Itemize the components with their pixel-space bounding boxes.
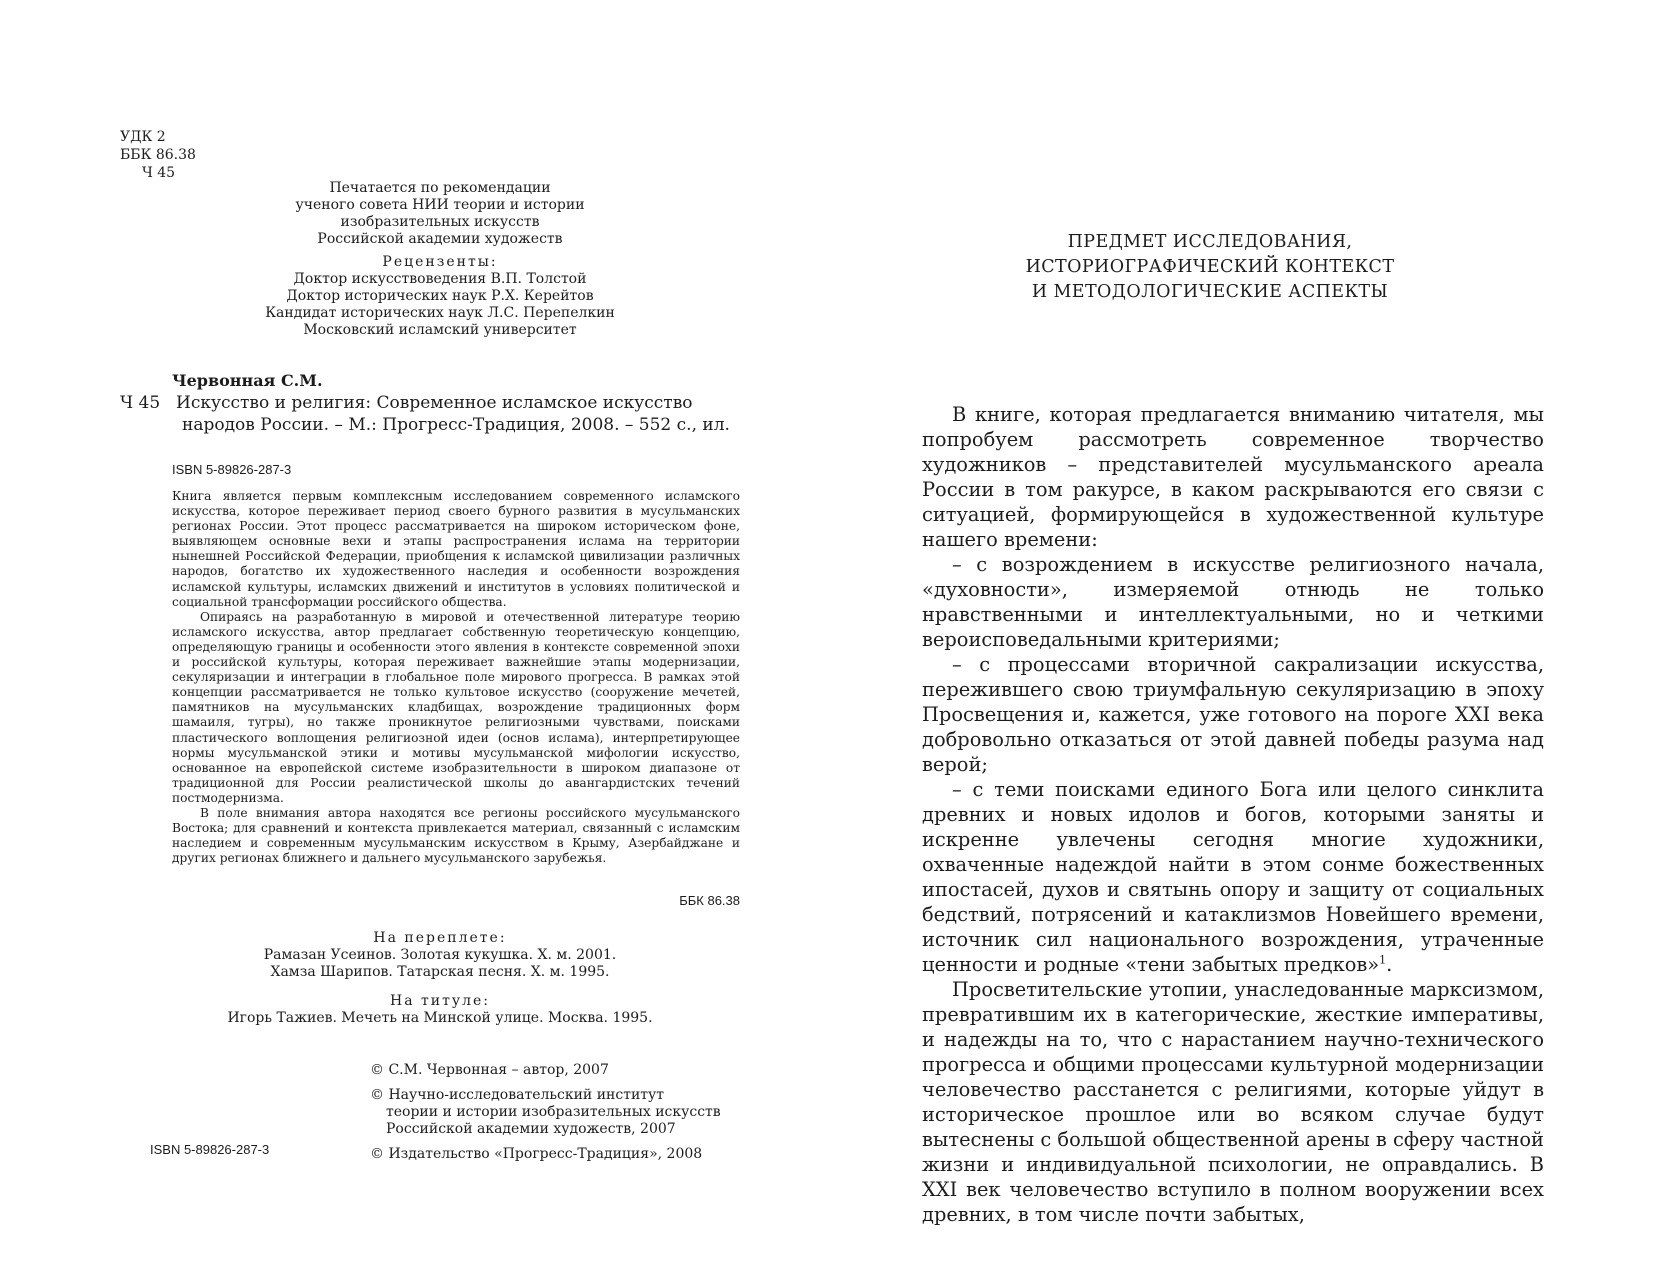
section-heading-line: И МЕТОДОЛОГИЧЕСКИЕ АСПЕКТЫ bbox=[1031, 282, 1389, 302]
reviewer: Доктор искусствоведения В.П. Толстой bbox=[293, 271, 587, 287]
body-paragraph: В книге, которая предлагается вниманию читателя, мы попробуем рассмотреть современное творчество художников – представителей мусульманского ареала России в том ракурсе, в каком раскрываются его связи с ситуацией, формирующейся в художественной культуре нашего времени: bbox=[922, 403, 1544, 551]
recommendation-line: изобразительных искусств bbox=[340, 214, 540, 230]
body-paragraph-text: – с теми поисками единого Бога или целого синклита древних и новых идолов и богов, которыми заняты и искренне увлечены сегодня многие художники, охваченные надеждой найти в этом сонме божественных ипостасей, духов и святынь опору и защиту от социальных бедствий, потрясений и катаклизмов Новейшего времени, источник сил национального возрождения, утраченные ценности и родные «тени забытых предков» bbox=[922, 778, 1544, 976]
body-paragraph: – с возрождением в искусстве религиозного начала, «духовности», измеряемой отнюдь не только нравственными и интеллектуальными, но и четкими вероисповедальными критериями; bbox=[922, 553, 1544, 651]
annotation bbox=[172, 489, 740, 866]
annotation-paragraph: В поле внимания автора находятся все регионы российского мусульманского Востока; для сравнений и контекста привлекается материал, связанный с исламским наследием и современным мусульманским искусством в Крыму, Азербайджане и других регионах ближнего и дальнего мусульманского зарубежья. bbox=[172, 805, 740, 866]
cover-credits bbox=[160, 930, 720, 1027]
copyright-publisher: © Издательство «Прогресс-Традиция», 2008 bbox=[370, 1146, 703, 1162]
copyright-institute-line: теории и истории изобразительных искусств bbox=[386, 1104, 721, 1120]
copyright-author: © С.М. Червонная – автор, 2007 bbox=[370, 1062, 609, 1078]
author-mark: Ч 45 bbox=[142, 165, 176, 181]
bbk-code: ББК 86.38 bbox=[120, 147, 196, 163]
recommendation-line: Печатается по рекомендации bbox=[329, 180, 551, 196]
reviewer: Московский исламский университет bbox=[303, 322, 577, 338]
left-page bbox=[0, 0, 820, 1270]
classification-codes bbox=[120, 128, 196, 182]
footnote-tail: . bbox=[1386, 953, 1393, 976]
copyright-block bbox=[370, 1062, 770, 1171]
copyright-institute-line: © Научно-исследовательский институт bbox=[370, 1087, 665, 1103]
section-heading-line: ПРЕДМЕТ ИССЛЕДОВАНИЯ, bbox=[1067, 232, 1353, 252]
binding-item: Хамза Шарипов. Татарская песня. Х. м. 1995. bbox=[270, 964, 610, 980]
recommendation-line: ученого совета НИИ теории и истории bbox=[295, 197, 585, 213]
right-page bbox=[870, 0, 1654, 1270]
annotation-paragraph: Книга является первым комплексным исследованием современного исламского искусства, которое переживает период своего бурного развития в мусульманских регионах России. Этот процесс рассматривается на широком историческом фоне, выявляющем основные вехи и этапы распространения ислама на территории нынешней Российской Федерации, приобщения к исламской цивилизации различных народов, богатство их художественного наследия и особенности возрождения исламской культуры, исламских движений и институтов в условиях политической и социальной трансформации российского общества. bbox=[172, 489, 740, 609]
udk-code: УДК 2 bbox=[120, 129, 166, 145]
body-paragraph: – с процессами вторичной сакрализации искусства, пережившего свою триумфальную секуляризацию в эпоху Просвещения и, кажется, уже готового на пороге XXI века добровольно отказаться от этой давней победы разума над верой; bbox=[922, 653, 1544, 776]
copyright-institute-line: Российской академии художеств, 2007 bbox=[386, 1121, 676, 1137]
copyright-institute bbox=[370, 1087, 770, 1138]
reviewer: Кандидат исторических наук Л.С. Перепелкин bbox=[265, 305, 615, 321]
reviewers-heading: Рецензенты: bbox=[382, 254, 498, 270]
entry-title-row bbox=[120, 392, 760, 436]
recommendation-block bbox=[180, 180, 700, 339]
body-text bbox=[922, 402, 1544, 1227]
title-page-heading: На титуле: bbox=[390, 993, 490, 1009]
entry-isbn: ISBN 5-89826-287-3 bbox=[172, 462, 292, 477]
section-heading bbox=[870, 230, 1550, 305]
annotation-bbk: ББК 86.38 bbox=[679, 893, 740, 908]
bottom-isbn: ISBN 5-89826-287-3 bbox=[150, 1142, 270, 1157]
catalog-entry bbox=[120, 370, 760, 478]
entry-title-line: Искусство и религия: Современное исламское искусство bbox=[176, 393, 693, 413]
body-paragraph-with-footnote bbox=[922, 777, 1544, 977]
entry-title-line: народов России. – М.: Прогресс-Традиция, 2008. – 552 с., ил. bbox=[182, 415, 730, 435]
binding-item: Рамазан Усеинов. Золотая кукушка. Х. м. 2001. bbox=[263, 947, 617, 963]
body-paragraph: Просветительские утопии, унаследованные марксизмом, превратившим их в категорические, жесткие императивы, и надежды на то, что с нарастанием научно-технического прогресса и общими процессами культурной модернизации человечество расстанется с религиями, которые уйдут в историческое прошлое или во всяком случае будут вытеснены с большой общественной арены в сферу частной жизни и индивидуальной психологии, не оправдались. В XXI век человечество вступило в полном вооружении всех древних, в том числе почти забытых, bbox=[922, 978, 1544, 1226]
entry-author: Червонная С.М. bbox=[172, 371, 323, 390]
binding-heading: На переплете: bbox=[373, 930, 507, 946]
recommendation-line: Российской академии художеств bbox=[317, 231, 563, 247]
section-heading-line: ИСТОРИОГРАФИЧЕСКИЙ КОНТЕКСТ bbox=[1025, 257, 1395, 277]
title-page-item: Игорь Тажиев. Мечеть на Минской улице. Москва. 1995. bbox=[227, 1010, 653, 1026]
entry-code: Ч 45 bbox=[120, 393, 161, 413]
reviewer: Доктор исторических наук Р.Х. Керейтов bbox=[286, 288, 594, 304]
footnote-mark[interactable]: 1 bbox=[1379, 953, 1387, 967]
annotation-paragraph: Опираясь на разработанную в мировой и отечественной литературе теорию исламского искусства, автор предлагает собственную теоретическую концепцию, определяющую границы и особенности этого явления в контексте современной эпохи и российской культуры, которая переживает важнейшие этапы модернизации, секуляризации и интеграции в глобальное поле мирового прогресса. В рамках этой концепции рассматривается не только культовое искусство (сооружение мечетей, памятников на мусульманских кладбищах, возрождение традиционных форм шамаиля, тугры), но также проникнутое религиозными чувствами, поисками пластического воплощения религиозной идеи (основ ислама), интерпретирующее нормы мусульманской этики и мотивы мусульманской мифологии искусство, основанное на европейской системе изобразительности в широком диапазоне от традиционной для России реалистической школы до авангардистских течений постмодернизма. bbox=[172, 609, 740, 805]
